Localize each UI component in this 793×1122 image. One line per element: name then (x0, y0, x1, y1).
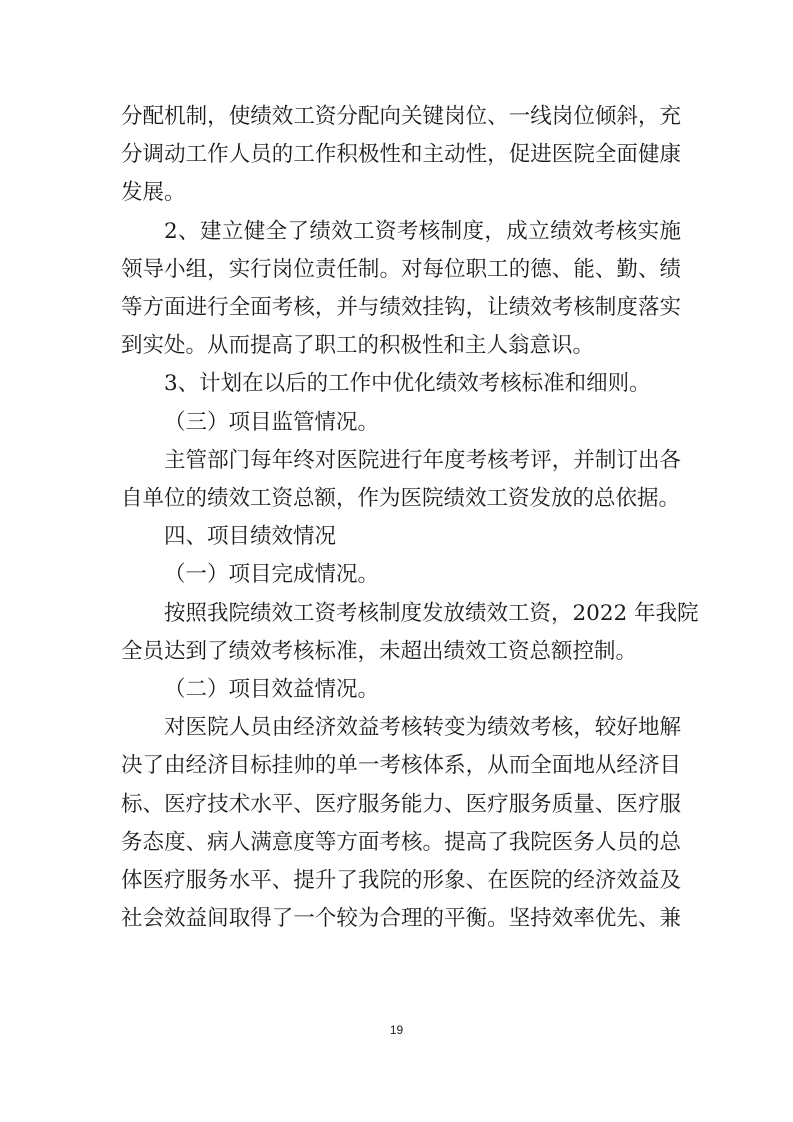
body-line: 到实处。从而提高了职工的积极性和主人翁意识。 (121, 333, 595, 358)
body-line: 等方面进行全面考核，并与绩效挂钩，让绩效考核制度落实 (121, 295, 681, 320)
section-heading: （三）项目监管情况。 (164, 410, 380, 435)
section-heading: （一）项目完成情况。 (164, 562, 380, 587)
body-line: 分配机制，使绩效工资分配向关键岗位、一线岗位倾斜，充 (121, 104, 681, 129)
body-line: 分调动工作人员的工作积极性和主动性，促进医院全面健康 (121, 142, 681, 167)
body-line: 务态度、病人满意度等方面考核。提高了我院医务人员的总 (121, 830, 681, 855)
section-heading: （二）项目效益情况。 (164, 677, 380, 702)
body-line: 主管部门每年终对医院进行年度考核考评，并制订出各 (164, 448, 681, 473)
body-line: 体医疗服务水平、提升了我院的形象、在医院的经济效益及 (121, 868, 681, 893)
body-line: 对医院人员由经济效益考核转变为绩效考核，较好地解 (164, 715, 681, 740)
body-line: 3、计划在以后的工作中优化绩效考核标准和细则。 (164, 371, 651, 396)
body-line: 2、建立健全了绩效工资考核制度，成立绩效考核实施 (164, 219, 681, 244)
section-heading: 四、项目绩效情况 (164, 524, 337, 549)
body-line: 决了由经济目标挂帅的单一考核体系，从而全面地从经济目 (121, 753, 681, 778)
body-line: 按照我院绩效工资考核制度发放绩效工资，2022 年我院 (164, 601, 699, 626)
page-number: 19 (389, 1023, 404, 1037)
body-line: 发展。 (121, 180, 186, 205)
body-line: 领导小组，实行岗位责任制。对每位职工的德、能、勤、绩 (121, 257, 681, 282)
body-line: 自单位的绩效工资总额，作为医院绩效工资发放的总依据。 (121, 486, 681, 511)
body-line: 全员达到了绩效考核标准，未超出绩效工资总额控制。 (121, 639, 638, 664)
body-line: 社会效益间取得了一个较为合理的平衡。坚持效率优先、兼 (121, 906, 681, 931)
body-line: 标、医疗技术水平、医疗服务能力、医疗服务质量、医疗服 (121, 792, 681, 817)
